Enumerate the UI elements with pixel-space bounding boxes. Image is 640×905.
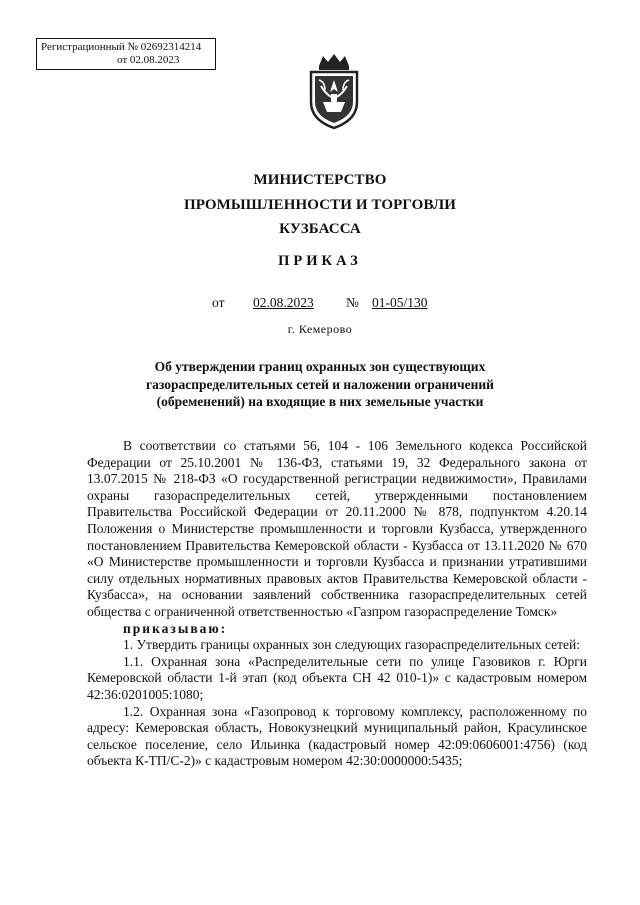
item-1: 1. Утвердить границы охранных зон следующих газораспределительных сетей: xyxy=(123,637,580,653)
preamble-paragraph: В соответствии со статьями 56, 104 - 106 Земельного кодекса Российской Федерации от 25.10.2001 № 136-ФЗ, статьями 19, 32 Федерального закона от 13.07.2015 № 218-ФЗ «О государственной регистрации недвижимости», Правилами охраны газораспределительных сетей, утвержденными постановлением Правительства Российской Федерации от 20.11.2000 № 878, подпунктом 4.20.14 Положения о Министерстве промышленности и торговли Кузбасса, утвержденного постановлением Правительства Кемеровской области - Кузбасса от 13.11.2020 № 670 «О Министерстве промышленности и торговли Кузбасса и признании утратившими силу отдельных нормативных правовых актов Правительства Кемеровской области - Кузбасса», на основании заявлений собственника газораспределительных сетей общества с ограниченной ответственностью «Газпром газораспределение Томск» xyxy=(87,438,587,619)
order-subject xyxy=(120,358,520,411)
document-type-title: ПРИКАЗ xyxy=(278,253,362,269)
order-directive: приказываю: xyxy=(123,620,228,636)
registration-number: Регистрационный № 02692314214 xyxy=(41,41,202,53)
subject-line-1: Об утверждении границ охранных зон существующих xyxy=(154,359,486,374)
document-body xyxy=(87,438,587,770)
registration-date: от 02.08.2023 xyxy=(117,54,180,66)
kuzbass-coat-of-arms-icon xyxy=(305,52,363,130)
subject-line-2: газораспределительных сетей и наложении ограничений xyxy=(146,376,494,392)
ministry-name xyxy=(0,168,640,242)
city-label: г. Кемерово xyxy=(287,322,353,336)
subject-line-3: (обременений) на входящие в них земельные участки xyxy=(156,394,484,409)
item-1-2: 1.2. Охранная зона «Газопровод к торговому комплексу, расположенному по адресу: Кемеровская область, Новокузнецкий муниципальный район, Красулинское сельское поселение, село Ильинка (кадастровый номер 42:09:0606001:4756) (код объекта К-ТП/С-2)» с кадастровым номером 42:30:0000000:5435; xyxy=(87,703,587,769)
from-label: от xyxy=(212,295,225,310)
order-number: 01-05/130 xyxy=(372,295,428,310)
ministry-line-2: ПРОМЫШЛЕННОСТИ И ТОРГОВЛИ xyxy=(183,196,457,213)
ministry-line-1: МИНИСТЕРСТВО xyxy=(253,172,387,188)
ministry-line-3: КУЗБАССА xyxy=(279,221,361,237)
number-sign: № xyxy=(346,295,359,310)
registration-stamp xyxy=(36,38,216,70)
item-1-1: 1.1. Охранная зона «Распределительные сети по улице Газовиков г. Юрги Кемеровской области 1-й этап (код объекта СН 42 010-1)» с кадастровым номером 42:36:0201005:1080; xyxy=(87,653,587,702)
order-date: 02.08.2023 xyxy=(253,295,314,310)
